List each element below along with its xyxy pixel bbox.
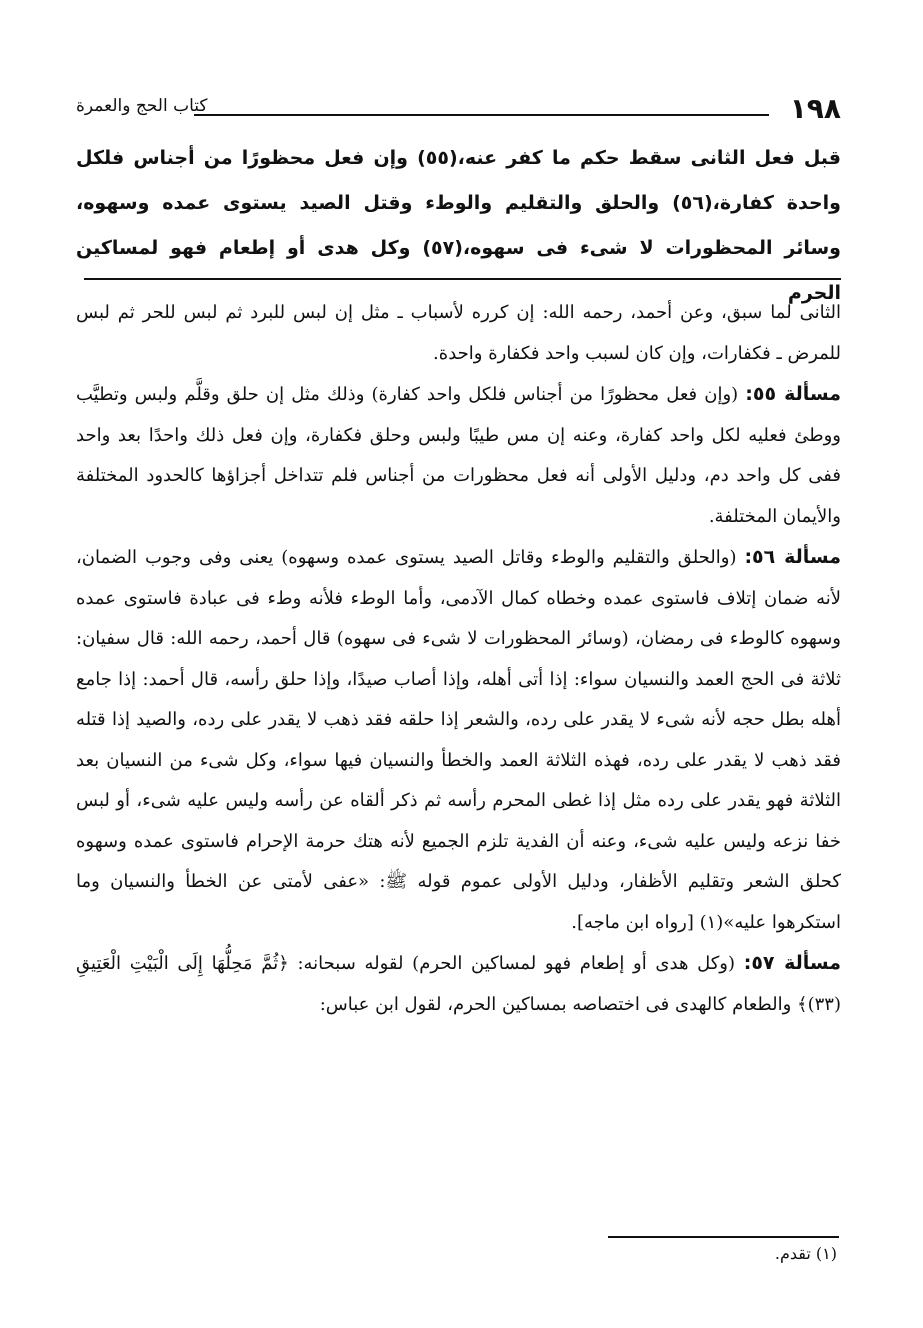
masala-55 xyxy=(76,374,841,537)
section-divider xyxy=(84,278,841,280)
footnote-rule xyxy=(608,1236,839,1238)
footnote: (١) تقدم. xyxy=(774,1244,837,1263)
commentary-intro: الثانى لما سبق، وعن أحمد، رحمه الله: إن كرره لأسباب ـ مثل إن لبس للبرد ثم لبس للحر ثم لبس للمرض ـ فكفارات، وإن كان لسبب واحد فكفارة واحدة. xyxy=(76,302,841,364)
commentary xyxy=(76,293,841,1025)
masala-label: مسألة ٥٥: xyxy=(745,383,841,405)
running-title: كتاب الحج والعمرة xyxy=(76,96,208,116)
masala-text: (وكل هدى أو إطعام فهو لمساكين الحرم) لقوله سبحانه: ﴿ثُمَّ مَحِلُّهَا إِلَى الْبَيْتِ الْعَتِيقِ (٣٣)﴾ والطعام كالهدى فى اختصاصه بمساكين الحرم، لقول ابن عباس: xyxy=(76,953,841,1015)
masala-text: (وإن فعل محظورًا من أجناس فلكل واحد كفارة) وذلك مثل إن حلق وقلَّم ولبس وتطيَّب ووطئ فعليه لكل واحد كفارة، وعنه إن مس طيبًا ولبس وحلق فكفارة، وإن فعل ذلك واحدًا بعد واحد ففى كل واحد دم، ودليل الأولى أنه فعل محظورات من أجناس فلم تتداخل أجزاؤها كالحدود المختلفة والأيمان المختلفة. xyxy=(76,384,841,527)
header-rule xyxy=(194,114,769,116)
masala-56 xyxy=(76,537,841,943)
masala-57 xyxy=(76,943,841,1025)
page-number: ١٩٨ xyxy=(789,92,841,125)
main-text xyxy=(76,136,841,316)
masala-label: مسألة ٥٦: xyxy=(744,546,841,568)
masala-label: مسألة ٥٧: xyxy=(743,952,841,974)
main-text-content: قبل فعل الثانى سقط حكم ما كفر عنه،(٥٥) وإن فعل محظورًا من أجناس فلكل واحدة كفارة،(٥٦) والحلق والتقليم والوطء وقتل الصيد يستوى عمده وسهوه، وسائر المحظورات لا شىء فى سهوه،(٥٧) وكل هدى أو إطعام فهو لمساكين الحرم xyxy=(76,147,841,304)
page-header xyxy=(76,92,841,130)
masala-text: (والحلق والتقليم والوطء وقاتل الصيد يستوى عمده وسهوه) يعنى وفى وجوب الضمان، لأنه ضمان إتلاف فاستوى عمده وخطاه كمال الآدمى، وأما الوطء فلأنه وطء فى عبادة فاستوى عمده وسهوه كالوطء فى رمضان، (وسائر المحظورات لا شىء فى سهوه) قال أحمد، رحمه الله: قال سفيان: ثلاثة فى الحج العمد والنسيان سواء: إذا أتى أهله، وإذا أصاب صيدًا، وإذا حلق رأسه، قال أحمد: إذا جامع أهله بطل حجه لأنه شىء لا يقدر على رده، والشعر إذا حلقه فقد ذهب لا يقدر على رده، والصيد إذا قتله فقد ذهب لا يقدر على رده، فهذه الثلاثة العمد والخطأ والنسيان فيها سواء، وكل شىء من النسيان بعد الثلاثة فهو يقدر على رده مثل إذا غطى المحرم رأسه ثم ذكر ألقاه عن رأسه وليس عليه شىء، أو لبس خفا نزعه وليس عليه شىء، وعنه أن الفدية تلزم الجميع لأنه هتك حرمة الإحرام فاستوى عمده وسهوه كحلق الشعر وتقليم الأظفار، ودليل الأولى عموم قوله ﷺ: «عفى لأمتى عن الخطأ والنسيان وما استكرهوا عليه»(١) [رواه ابن ماجه]. xyxy=(76,547,841,933)
